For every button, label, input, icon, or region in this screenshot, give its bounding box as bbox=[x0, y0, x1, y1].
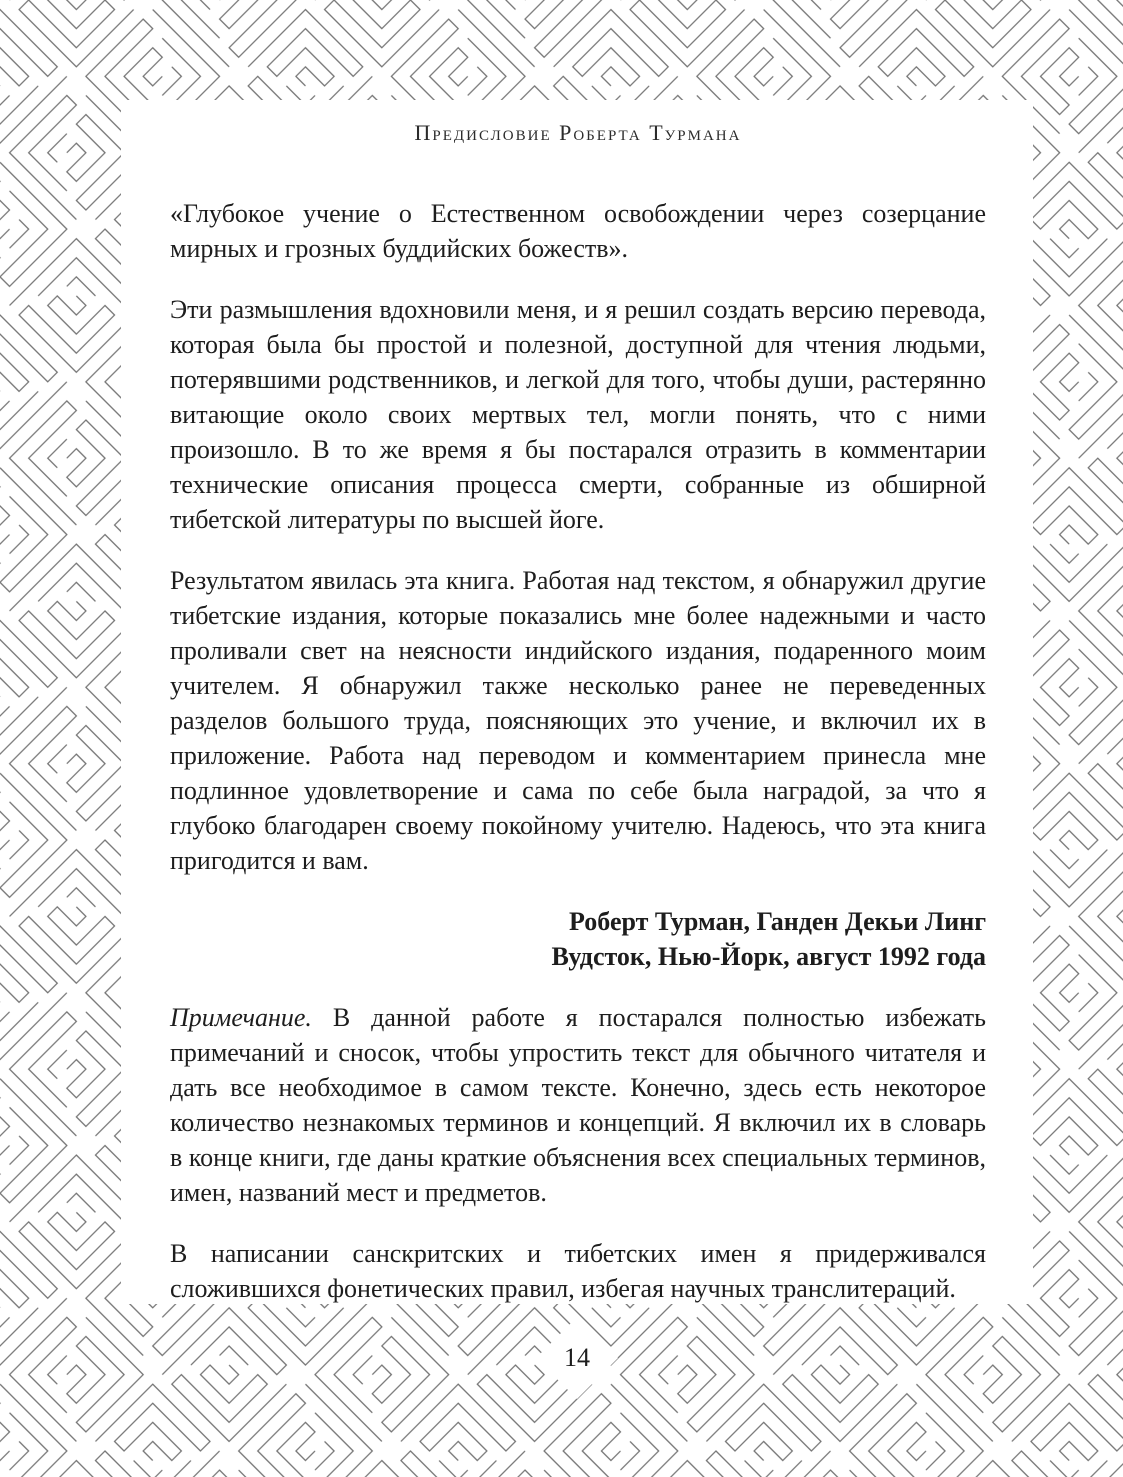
signature-line: Роберт Турман, Ганден Декьи Линг bbox=[569, 907, 986, 936]
paragraph: В написании санскритских и тибетских имен я придерживался сложившихся фонетических правил, избегая научных транслитераций. bbox=[170, 1239, 986, 1303]
content-panel bbox=[121, 100, 1033, 1304]
page-number: 14 bbox=[564, 1343, 590, 1372]
paragraph: Результатом явилась эта книга. Работая над текстом, я обнаружил другие тибетские издания, которые показались мне более надежными и часто проливали свет на неясности индийского издания, подаренного моим учителем. Я обнаружил также несколько ранее не переведенных разделов большого труда, поясняющих это учение, и включил их в приложение. Работа над переводом и комментарием принесла мне подлинное удовлетворение и сама по себе была наградой, за что я глубоко благодарен своему покойному учителю. Надеюсь, что эта книга пригодится и вам. bbox=[170, 566, 986, 875]
page-title: Предисловие Роберта Турмана bbox=[414, 120, 742, 145]
note-lead: Примечание. bbox=[170, 1003, 312, 1032]
paragraph: «Глубокое учение о Естественном освобождении через созерцание мирных и грозных буддийских божеств». bbox=[170, 199, 986, 263]
paragraph: Примечание. В данной работе я постарался полностью избежать примечаний и сносок, чтобы упростить текст для обычного читателя и дать все необходимое в самом тексте. Конечно, здесь есть некоторое количество незнакомых терминов и концепций. Я включил их в словарь в конце книги, где даны краткие объяснения всех специальных терминов, имен, названий мест и предметов. bbox=[170, 1003, 986, 1207]
paragraph: Эти размышления вдохновили меня, и я решил создать версию перевода, которая была бы простой и полезной, доступной для чтения людьми, потерявшими родственников, и легкой для того, чтобы души, растерянно витающие около своих мертвых тел, могли понять, что с ними произошло. В то же время я бы постарался отразить в комментарии технические описания процесса смерти, собранные из обширной тибетской литературы по высшей йоге. bbox=[170, 295, 986, 534]
signature-line: Вудсток, Нью-Йорк, август 1992 года bbox=[551, 942, 986, 971]
signature-block bbox=[170, 904, 986, 974]
body-text bbox=[170, 196, 986, 1306]
page-number-area bbox=[121, 1322, 1033, 1394]
